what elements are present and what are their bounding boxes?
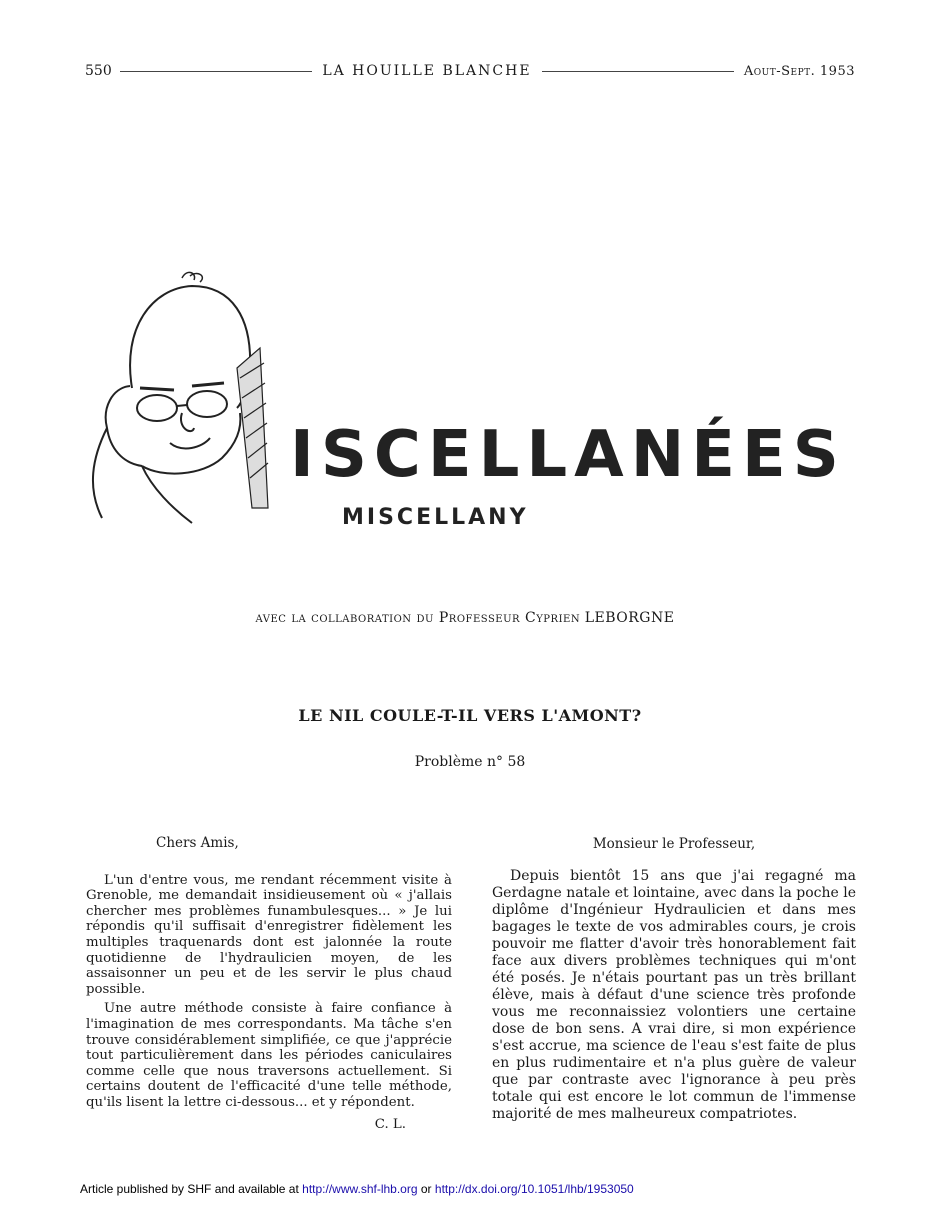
issue-date: Aout-Sept. 1953 <box>743 63 855 79</box>
footer-text: Article published by SHF and available at <box>80 1182 299 1196</box>
footer-or: or <box>420 1182 432 1196</box>
section-title: ISCELLANÉES <box>290 418 846 492</box>
left-column <box>86 836 452 1132</box>
left-salutation: Chers Amis, <box>156 835 239 851</box>
header-rule-right <box>542 71 734 72</box>
journal-name: LA HOUILLE BLANCHE <box>322 63 532 79</box>
right-paragraph: Depuis bientôt 15 ans que j'ai regagné ma Gerdagne natale et lointaine, avec dans la poche le diplôme d'Ingénieur Hydraulicien et dans mes bagages le texte de vos admirables cours, je crois pouvoir me flatter d'avoir très honorablement fait face aux divers problèmes techniques qui m'ont été posés. Je n'étais pourtant pas un très brillant élève, mais à défaut d'une science très profonde vous me reconnaissiez volontiers une certaine dose de bon sens. A vrai dire, si mon expérience s'est accrue, ma science de l'eau s'est faite de plus en plus rudimentaire et n'a plus guère de valeur que par contraste avec l'ignorance à peu près totale qui est encore le lot commun de l'immense majorité de mes malheureux compatriotes. <box>492 868 856 1122</box>
professor-caricature-illustration <box>82 268 282 530</box>
doi-link[interactable]: http://dx.doi.org/10.1051/lhb/1953050 <box>434 1182 634 1196</box>
left-paragraph: L'un d'entre vous, me rendant récemment visite à Grenoble, me demandait insidieusement où « j'allais chercher mes problèmes funambulesques... » Je lui répondis qu'il suffisait d'enregistrer fidèlement les multiples traquenards dont est jalonnée la route quotidienne de l'hydraulicien moyen, de les assaisonner un peu et de les servir le plus chaud possible. <box>86 872 452 997</box>
collaboration-prefix: avec la collaboration du Professeur Cyprien <box>255 610 581 626</box>
right-column <box>492 836 856 1123</box>
article-title: LE NIL COULE-T-IL VERS L'AMONT? <box>298 706 642 725</box>
section-subtitle: MISCELLANY <box>342 505 529 530</box>
professor-name: LEBORGNE <box>584 610 675 626</box>
signature: C. L. <box>374 1116 406 1132</box>
running-header <box>85 62 855 80</box>
left-paragraph: Une autre méthode consiste à faire confiance à l'imagination de mes correspondants. Ma tâche s'en trouve considérablement simplifiée, ce que j'apprécie tout particulièrement dans les périodes caniculaires comme celle que nous traversons actuellement. Si certains doutent de l'efficacité d'une telle méthode, qu'ils lisent la lettre ci-dessous... et y répondent. <box>86 1001 452 1110</box>
right-salutation: Monsieur le Professeur, <box>592 836 756 852</box>
shf-link[interactable]: http://www.shf-lhb.org <box>302 1182 418 1196</box>
collaboration-line <box>0 610 930 626</box>
header-rule-left <box>120 71 312 72</box>
publication-footer <box>80 1182 634 1196</box>
page-number: 550 <box>85 63 112 79</box>
problem-number: Problème n° 58 <box>414 754 526 770</box>
